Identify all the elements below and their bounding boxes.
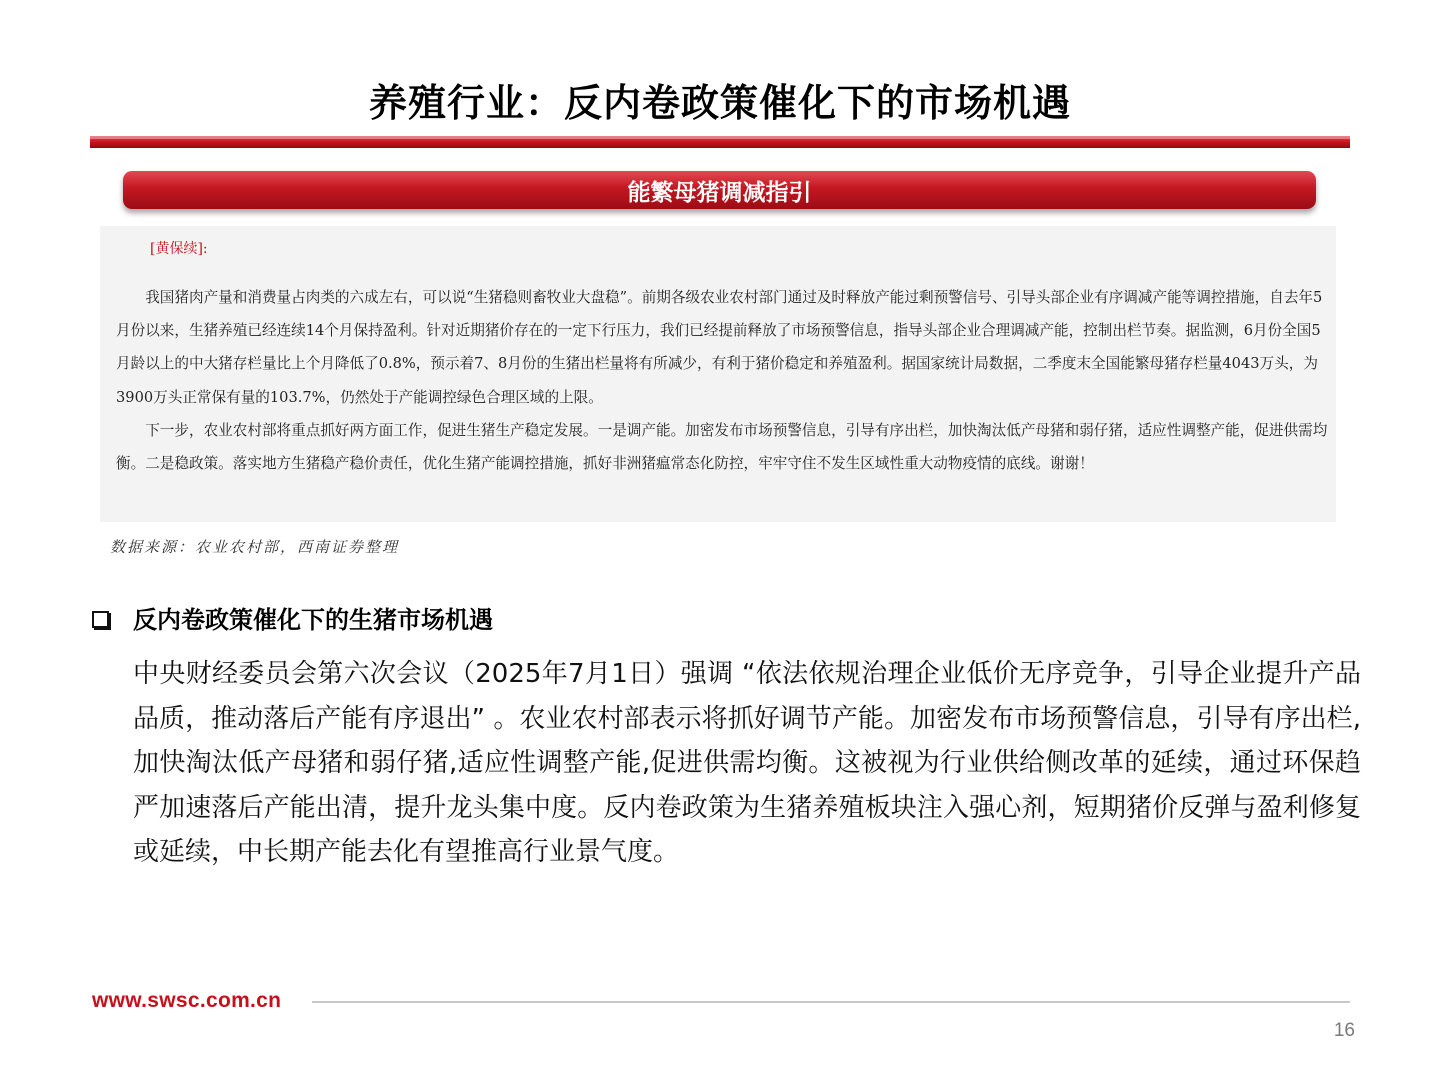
footer-url[interactable]: www.swsc.com.cn — [92, 989, 282, 1012]
source-note: 数据来源：农业农村部，西南证券整理 — [110, 538, 400, 556]
page-number: 16 — [1333, 1020, 1355, 1041]
quote-paragraph: 下一步，农业农村部将重点抓好两方面工作，促进生猪生产稳定发展。一是调产能。加密发布市场预警信息，引导有序出栏，加快淘汰低产母猪和弱仔猪，适应性调整产能，促进供需均衡。二是稳政策。落实地方生猪稳产稳价责任，优化生猪产能调控措施，抓好非洲猪瘟常态化防控，牢牢守住不发生区域性重大动物疫情的底线。谢谢！ — [116, 421, 1328, 473]
page-title: 养殖行业：反内卷政策催化下的市场机遇 — [368, 81, 1071, 125]
quote-speaker: [黄保续]: — [150, 241, 208, 257]
quote-box — [100, 226, 1336, 522]
quote-text — [116, 281, 1328, 480]
quote-paragraph: 我国猪肉产量和消费量占肉类的六成左右，可以说“生猪稳则畜牧业大盘稳”。前期各级农业农村部门通过及时释放产能过剩预警信号、引导头部企业有序调减产能等调控措施，自去年5月份以来，生猪养殖已经连续14个月保持盈利。针对近期猪价存在的一定下行压力，我们已经提前释放了市场预警信息，指导头部企业合理调减产能，控制出栏节奏。据监测，6月份全国5月龄以上的中大猪存栏量比上个月降低了0.8%，预示着7、8月份的生猪出栏量将有所减少，有利于猪价稳定和养殖盈利。据国家统计局数据，二季度末全国能繁母猪存栏量4043万头，为3900万头正常保有量的103.7%，仍然处于产能调控绿色合理区域的上限。 — [116, 289, 1323, 406]
section-banner: 能繁母猪调减指引 — [123, 171, 1316, 209]
title-divider — [90, 136, 1350, 148]
section-heading: 反内卷政策催化下的生猪市场机遇 — [133, 606, 493, 634]
title-divider-shine — [90, 136, 1350, 139]
hollow-square-bullet-icon — [92, 611, 109, 628]
footer-divider — [312, 1001, 1350, 1003]
body-paragraph: 中央财经委员会第六次会议（2025年7月1日）强调 “依法依规治理企业低价无序竞争，引导企业提升产品品质，推动落后产能有序退出” 。农业农村部表示将抓好调节产能。加密发布市场预警信息，引导有序出栏,加快淘汰低产母猪和弱仔猪,适应性调整产能,促进供需均衡。这被视为行业供给侧改革的延续，通过环保趋严加速落后产能出清，提升龙头集中度。反内卷政策为生猪养殖板块注入强心剂，短期猪价反弹与盈利修复或延续，中长期产能去化有望推高行业景气度。 — [133, 659, 1361, 867]
